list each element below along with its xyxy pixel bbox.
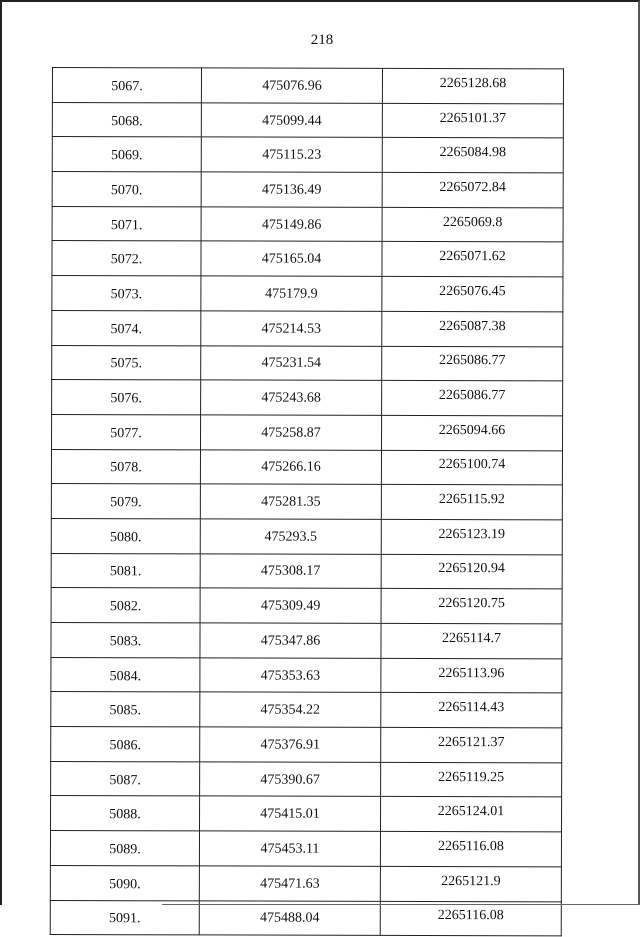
- y-coordinate-cell: 2265124.01: [380, 797, 561, 832]
- table-row: [50, 865, 561, 901]
- table-row: [50, 900, 561, 936]
- x-coordinate-cell: 475266.16: [200, 449, 381, 484]
- point-number-cell: 5068.: [52, 102, 201, 137]
- x-coordinate-cell: 475353.63: [200, 658, 381, 693]
- y-coordinate-cell: 2265114.7: [381, 623, 562, 658]
- x-coordinate-cell: 475243.68: [201, 380, 382, 415]
- x-coordinate-cell: 475453.11: [199, 831, 380, 866]
- table-row: [52, 172, 563, 208]
- point-number-cell: 5070.: [52, 172, 201, 207]
- x-coordinate-cell: 475214.53: [201, 311, 382, 346]
- y-coordinate-cell: 2265094.66: [381, 415, 562, 450]
- point-number-cell: 5087.: [51, 761, 200, 796]
- y-coordinate-cell: 2265072.84: [382, 172, 563, 207]
- table-row: [51, 727, 562, 763]
- table-row: [51, 414, 562, 450]
- y-coordinate-cell: 2265120.75: [381, 589, 562, 624]
- table-row: [51, 553, 562, 589]
- x-coordinate-cell: 475390.67: [200, 762, 381, 797]
- coordinates-table: [50, 67, 564, 937]
- point-number-cell: 5076.: [52, 380, 201, 415]
- point-number-cell: 5083.: [51, 622, 200, 657]
- point-number-cell: 5088.: [51, 796, 200, 831]
- table-row: [51, 796, 562, 832]
- point-number-cell: 5091.: [50, 900, 199, 935]
- page-number: 218: [310, 32, 334, 48]
- point-number-cell: 5071.: [52, 206, 201, 241]
- x-coordinate-cell: 475136.49: [201, 172, 382, 207]
- point-number-cell: 5078.: [51, 449, 200, 484]
- x-coordinate-cell: 475376.91: [200, 727, 381, 762]
- y-coordinate-cell: 2265116.08: [380, 831, 561, 866]
- point-number-cell: 5072.: [52, 241, 201, 276]
- y-coordinate-cell: 2265116.08: [380, 901, 561, 936]
- x-coordinate-cell: 475488.04: [199, 900, 380, 935]
- x-coordinate-cell: 475309.49: [200, 588, 381, 623]
- y-coordinate-cell: 2265086.77: [382, 346, 563, 381]
- table-row: [50, 831, 561, 867]
- point-number-cell: 5084.: [51, 657, 200, 692]
- x-coordinate-cell: 475471.63: [199, 866, 380, 901]
- point-number-cell: 5075.: [52, 345, 201, 380]
- table-row: [51, 588, 562, 624]
- x-coordinate-cell: 475149.86: [201, 207, 382, 242]
- table-row: [51, 518, 562, 554]
- y-coordinate-cell: 2265100.74: [381, 450, 562, 485]
- table-row: [52, 380, 563, 416]
- x-coordinate-cell: 475076.96: [201, 68, 382, 103]
- y-coordinate-cell: 2265115.92: [381, 485, 562, 520]
- x-coordinate-cell: 475179.9: [201, 276, 382, 311]
- table-row: [52, 137, 563, 173]
- point-number-cell: 5090.: [50, 865, 199, 900]
- point-number-cell: 5082.: [51, 588, 200, 623]
- y-coordinate-cell: 2265128.68: [382, 68, 563, 103]
- table-row: [52, 102, 563, 138]
- table-row: [52, 276, 563, 312]
- table-body: [50, 68, 563, 937]
- x-coordinate-cell: 475415.01: [200, 796, 381, 831]
- table-row: [51, 484, 562, 520]
- y-coordinate-cell: 2265119.25: [381, 762, 562, 797]
- y-coordinate-cell: 2265114.43: [381, 693, 562, 728]
- y-coordinate-cell: 2265121.37: [381, 727, 562, 762]
- x-coordinate-cell: 475293.5: [200, 519, 381, 554]
- table-row: [52, 345, 563, 381]
- x-coordinate-cell: 475354.22: [200, 692, 381, 727]
- x-coordinate-cell: 475231.54: [201, 345, 382, 380]
- y-coordinate-cell: 2265087.38: [382, 311, 563, 346]
- x-coordinate-cell: 475281.35: [200, 484, 381, 519]
- point-number-cell: 5086.: [51, 727, 200, 762]
- y-coordinate-cell: 2265120.94: [381, 554, 562, 589]
- y-coordinate-cell: 2265086.77: [382, 381, 563, 416]
- point-number-cell: 5085.: [51, 692, 200, 727]
- point-number-cell: 5079.: [51, 484, 200, 519]
- x-coordinate-cell: 475258.87: [200, 415, 381, 450]
- table-row: [52, 310, 563, 346]
- point-number-cell: 5073.: [52, 276, 201, 311]
- y-coordinate-cell: 2265084.98: [382, 138, 563, 173]
- y-coordinate-cell: 2265101.37: [382, 103, 563, 138]
- point-number-cell: 5067.: [52, 68, 201, 103]
- y-coordinate-cell: 2265113.96: [381, 658, 562, 693]
- y-coordinate-cell: 2265069.8: [382, 207, 563, 242]
- y-coordinate-cell: 2265071.62: [382, 242, 563, 277]
- table-row: [51, 657, 562, 693]
- point-number-cell: 5081.: [51, 553, 200, 588]
- point-number-cell: 5080.: [51, 518, 200, 553]
- table-row: [51, 622, 562, 658]
- x-coordinate-cell: 475347.86: [200, 623, 381, 658]
- x-coordinate-cell: 475099.44: [201, 103, 382, 138]
- x-coordinate-cell: 475308.17: [200, 554, 381, 589]
- table-row: [51, 761, 562, 797]
- y-coordinate-cell: 2265076.45: [382, 276, 563, 311]
- table-row: [52, 206, 563, 242]
- point-number-cell: 5069.: [52, 137, 201, 172]
- point-number-cell: 5077.: [51, 414, 200, 449]
- table-row: [52, 241, 563, 277]
- point-number-cell: 5089.: [50, 831, 199, 866]
- table-row: [52, 68, 563, 104]
- x-coordinate-cell: 475115.23: [201, 137, 382, 172]
- x-coordinate-cell: 475165.04: [201, 241, 382, 276]
- y-coordinate-cell: 2265121.9: [380, 866, 561, 901]
- y-coordinate-cell: 2265123.19: [381, 519, 562, 554]
- table-row: [51, 692, 562, 728]
- point-number-cell: 5074.: [52, 310, 201, 345]
- table-row: [51, 449, 562, 485]
